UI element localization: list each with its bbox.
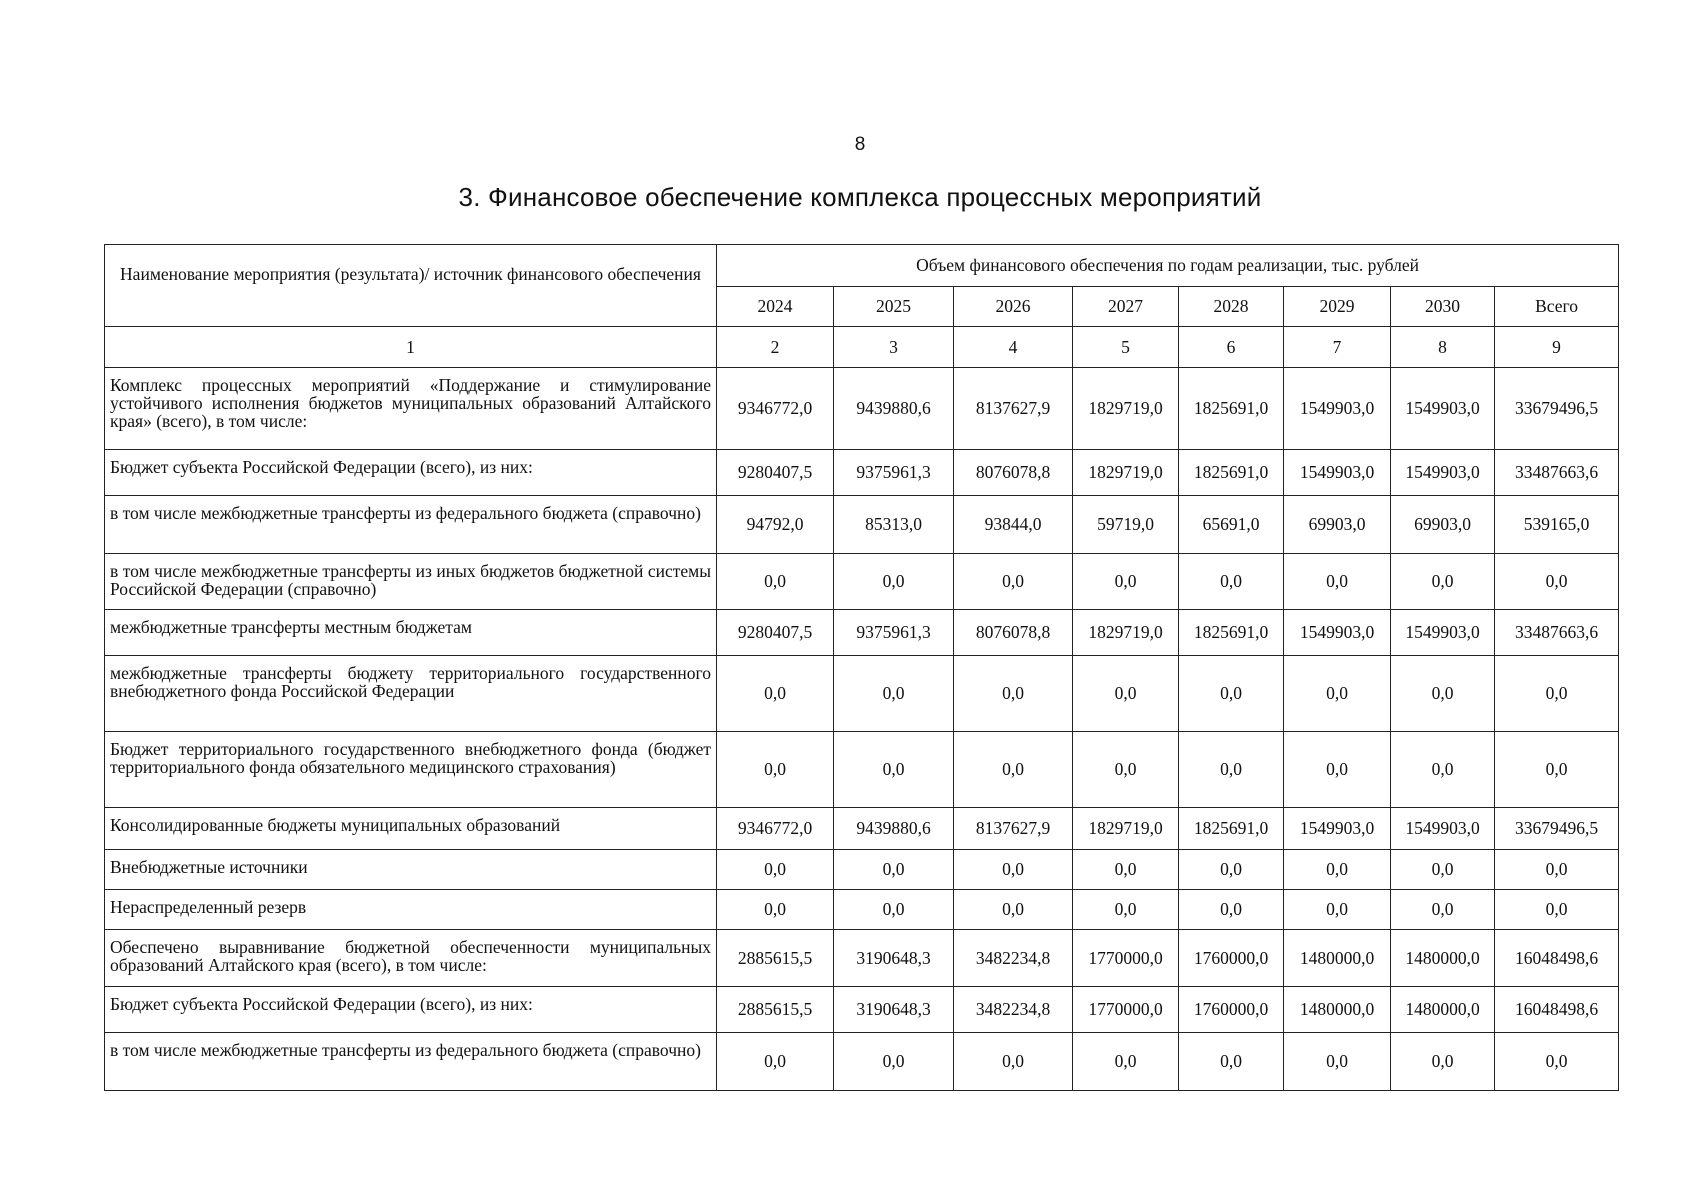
row-value-cell: 9280407,5 — [717, 450, 834, 496]
row-value-cell: 1549903,0 — [1284, 610, 1391, 656]
row-value-cell: 3190648,3 — [834, 987, 954, 1033]
table-row — [105, 808, 1619, 850]
row-value-cell: 0,0 — [954, 890, 1073, 930]
row-name-cell: в том числе межбюджетные трансферты из федерального бюджета (справочно) — [105, 496, 717, 554]
row-value-cell: 0,0 — [954, 732, 1073, 808]
row-value-cell: 0,0 — [834, 554, 954, 610]
table-row — [105, 554, 1619, 610]
row-value-cell: 8137627,9 — [954, 368, 1073, 450]
column-number: 7 — [1284, 327, 1391, 368]
row-value-cell: 0,0 — [834, 656, 954, 732]
row-value-cell: 1549903,0 — [1391, 610, 1495, 656]
row-value-cell: 1549903,0 — [1284, 450, 1391, 496]
row-name-cell: Внебюджетные источники — [105, 850, 717, 890]
column-number: 2 — [717, 327, 834, 368]
row-value-cell: 9346772,0 — [717, 368, 834, 450]
table-row — [105, 890, 1619, 930]
row-value-cell: 94792,0 — [717, 496, 834, 554]
row-value-cell: 0,0 — [954, 850, 1073, 890]
row-value-cell: 0,0 — [1179, 1033, 1284, 1091]
table-row — [105, 656, 1619, 732]
row-name-cell: межбюджетные трансферты местным бюджетам — [105, 610, 717, 656]
row-value-cell: 0,0 — [834, 732, 954, 808]
row-value-cell: 85313,0 — [834, 496, 954, 554]
row-value-cell: 0,0 — [717, 890, 834, 930]
row-value-cell: 2885615,5 — [717, 930, 834, 987]
column-number: 4 — [954, 327, 1073, 368]
year-header: 2025 — [834, 287, 954, 327]
header-name-cell: Наименование мероприятия (результата)/ источник финансового обеспечения — [105, 245, 717, 327]
row-value-cell: 1770000,0 — [1073, 987, 1179, 1033]
row-value-cell: 0,0 — [1391, 850, 1495, 890]
row-value-cell: 0,0 — [1073, 890, 1179, 930]
row-value-cell: 1825691,0 — [1179, 808, 1284, 850]
row-total-cell: 33679496,5 — [1495, 368, 1619, 450]
row-value-cell: 0,0 — [954, 656, 1073, 732]
row-value-cell: 3482234,8 — [954, 930, 1073, 987]
row-value-cell: 1480000,0 — [1284, 930, 1391, 987]
year-header: 2028 — [1179, 287, 1284, 327]
row-value-cell: 0,0 — [1073, 656, 1179, 732]
row-total-cell: 33487663,6 — [1495, 450, 1619, 496]
header-row-group — [105, 245, 1619, 287]
row-name-cell: Бюджет субъекта Российской Федерации (всего), из них: — [105, 987, 717, 1033]
column-number: 3 — [834, 327, 954, 368]
row-value-cell: 1549903,0 — [1284, 368, 1391, 450]
table-row — [105, 368, 1619, 450]
row-value-cell: 0,0 — [1391, 554, 1495, 610]
table-row — [105, 496, 1619, 554]
row-value-cell: 0,0 — [1284, 1033, 1391, 1091]
row-value-cell: 0,0 — [1179, 554, 1284, 610]
column-number: 1 — [105, 327, 717, 368]
row-value-cell: 0,0 — [1073, 554, 1179, 610]
table-row — [105, 732, 1619, 808]
row-value-cell: 9375961,3 — [834, 450, 954, 496]
row-value-cell: 1829719,0 — [1073, 450, 1179, 496]
row-value-cell: 0,0 — [1284, 732, 1391, 808]
table-row — [105, 930, 1619, 987]
row-total-cell: 0,0 — [1495, 554, 1619, 610]
row-value-cell: 8076078,8 — [954, 450, 1073, 496]
row-value-cell: 69903,0 — [1391, 496, 1495, 554]
row-value-cell: 0,0 — [834, 1033, 954, 1091]
row-name-cell: Нераспределенный резерв — [105, 890, 717, 930]
year-header: 2026 — [954, 287, 1073, 327]
table-row — [105, 1033, 1619, 1091]
row-total-cell: 0,0 — [1495, 732, 1619, 808]
row-value-cell: 0,0 — [717, 850, 834, 890]
column-number: 6 — [1179, 327, 1284, 368]
column-number: 8 — [1391, 327, 1495, 368]
row-value-cell: 0,0 — [834, 850, 954, 890]
row-value-cell: 1480000,0 — [1391, 930, 1495, 987]
row-value-cell: 0,0 — [717, 1033, 834, 1091]
row-value-cell: 0,0 — [1284, 656, 1391, 732]
row-value-cell: 0,0 — [1073, 850, 1179, 890]
row-value-cell: 69903,0 — [1284, 496, 1391, 554]
row-value-cell: 9346772,0 — [717, 808, 834, 850]
row-value-cell: 0,0 — [1391, 1033, 1495, 1091]
header-group-cell: Объем финансового обеспечения по годам реализации, тыс. рублей — [717, 245, 1619, 287]
row-value-cell: 0,0 — [1391, 890, 1495, 930]
year-header: 2024 — [717, 287, 834, 327]
row-value-cell: 8076078,8 — [954, 610, 1073, 656]
row-value-cell: 1825691,0 — [1179, 368, 1284, 450]
row-total-cell: 0,0 — [1495, 1033, 1619, 1091]
row-name-cell: в том числе межбюджетные трансферты из федерального бюджета (справочно) — [105, 1033, 717, 1091]
column-number: 9 — [1495, 327, 1619, 368]
year-header: 2030 — [1391, 287, 1495, 327]
row-value-cell: 0,0 — [1284, 554, 1391, 610]
row-value-cell: 0,0 — [1284, 850, 1391, 890]
row-value-cell: 1480000,0 — [1284, 987, 1391, 1033]
row-total-cell: 0,0 — [1495, 890, 1619, 930]
row-value-cell: 9439880,6 — [834, 368, 954, 450]
row-value-cell: 1549903,0 — [1391, 368, 1495, 450]
row-value-cell: 93844,0 — [954, 496, 1073, 554]
row-value-cell: 0,0 — [1073, 732, 1179, 808]
row-value-cell: 1829719,0 — [1073, 610, 1179, 656]
row-value-cell: 2885615,5 — [717, 987, 834, 1033]
row-value-cell: 0,0 — [1391, 656, 1495, 732]
row-value-cell: 1549903,0 — [1391, 808, 1495, 850]
section-title: 3. Финансовое обеспечение комплекса процессных мероприятий — [458, 182, 1262, 212]
row-total-cell: 0,0 — [1495, 850, 1619, 890]
row-value-cell: 1549903,0 — [1284, 808, 1391, 850]
row-value-cell: 0,0 — [717, 732, 834, 808]
row-value-cell: 0,0 — [954, 1033, 1073, 1091]
row-value-cell: 1825691,0 — [1179, 450, 1284, 496]
row-value-cell: 1770000,0 — [1073, 930, 1179, 987]
row-value-cell: 0,0 — [834, 890, 954, 930]
row-value-cell: 9375961,3 — [834, 610, 954, 656]
row-name-cell: межбюджетные трансферты бюджету территориального государственного внебюджетного фонда Российской Федерации — [105, 656, 717, 732]
row-value-cell: 9439880,6 — [834, 808, 954, 850]
table-row — [105, 850, 1619, 890]
row-value-cell: 1825691,0 — [1179, 610, 1284, 656]
row-value-cell: 1760000,0 — [1179, 930, 1284, 987]
row-value-cell: 1829719,0 — [1073, 368, 1179, 450]
row-total-cell: 33487663,6 — [1495, 610, 1619, 656]
year-header: 2027 — [1073, 287, 1179, 327]
page-number: 8 — [854, 134, 866, 155]
table-row — [105, 450, 1619, 496]
column-number-row — [105, 327, 1619, 368]
row-name-cell: в том числе межбюджетные трансферты из иных бюджетов бюджетной системы Российской Федерации (справочно) — [105, 554, 717, 610]
row-value-cell: 8137627,9 — [954, 808, 1073, 850]
row-value-cell: 3190648,3 — [834, 930, 954, 987]
row-total-cell: 539165,0 — [1495, 496, 1619, 554]
row-value-cell: 0,0 — [1179, 656, 1284, 732]
row-total-cell: 0,0 — [1495, 656, 1619, 732]
total-header: Всего — [1495, 287, 1619, 327]
row-total-cell: 16048498,6 — [1495, 987, 1619, 1033]
row-name-cell: Комплекс процессных мероприятий «Поддержание и стимулирование устойчивого исполнения бюджетов муниципальных образований Алтайского края» (всего), в том числе: — [105, 368, 717, 450]
row-value-cell: 0,0 — [1391, 732, 1495, 808]
row-total-cell: 33679496,5 — [1495, 808, 1619, 850]
row-value-cell: 1549903,0 — [1391, 450, 1495, 496]
row-value-cell: 0,0 — [717, 554, 834, 610]
column-number: 5 — [1073, 327, 1179, 368]
row-value-cell: 3482234,8 — [954, 987, 1073, 1033]
row-value-cell: 0,0 — [1073, 1033, 1179, 1091]
row-value-cell: 0,0 — [1179, 732, 1284, 808]
row-value-cell: 0,0 — [954, 554, 1073, 610]
row-value-cell: 0,0 — [1284, 890, 1391, 930]
row-value-cell: 1480000,0 — [1391, 987, 1495, 1033]
row-value-cell: 0,0 — [1179, 890, 1284, 930]
row-name-cell: Бюджет субъекта Российской Федерации (всего), из них: — [105, 450, 717, 496]
row-name-cell: Консолидированные бюджеты муниципальных образований — [105, 808, 717, 850]
table-row — [105, 610, 1619, 656]
row-value-cell: 65691,0 — [1179, 496, 1284, 554]
row-value-cell: 0,0 — [1179, 850, 1284, 890]
row-name-cell: Обеспечено выравнивание бюджетной обеспеченности муниципальных образований Алтайского края (всего), в том числе: — [105, 930, 717, 987]
table-row — [105, 987, 1619, 1033]
row-value-cell: 1760000,0 — [1179, 987, 1284, 1033]
row-value-cell: 0,0 — [717, 656, 834, 732]
row-value-cell: 9280407,5 — [717, 610, 834, 656]
row-value-cell: 1829719,0 — [1073, 808, 1179, 850]
row-total-cell: 16048498,6 — [1495, 930, 1619, 987]
row-name-cell: Бюджет территориального государственного внебюджетного фонда (бюджет территориального фонда обязательного медицинского страхования) — [105, 732, 717, 808]
table-body — [105, 368, 1619, 1091]
year-header: 2029 — [1284, 287, 1391, 327]
row-value-cell: 59719,0 — [1073, 496, 1179, 554]
financing-table — [104, 244, 1619, 1091]
